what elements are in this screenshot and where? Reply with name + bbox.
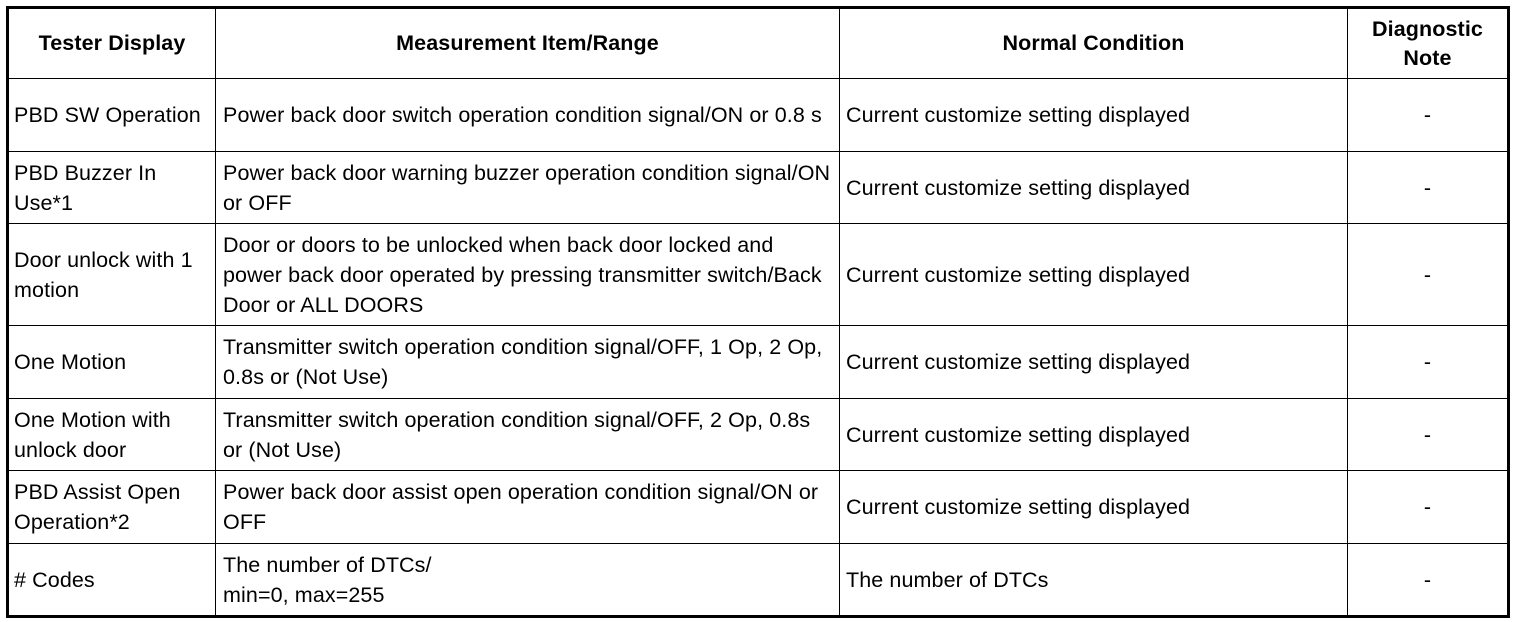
normal-condition-cell: Current customize setting displayed <box>840 326 1348 399</box>
measurement-item-range-cell: Door or doors to be unlocked when back door locked and power back door operated by pressing transmitter switch/Back Door or ALL DOORS <box>216 224 840 326</box>
diagnostic-note-cell: - <box>1348 399 1509 471</box>
data-list-table <box>6 6 1510 618</box>
diagnostic-note-cell: - <box>1348 326 1509 399</box>
measurement-item-range-cell <box>216 544 840 617</box>
tester-display-cell: Door unlock with 1 motion <box>8 224 216 326</box>
tester-display-cell: PBD SW Operation <box>8 79 216 152</box>
tester-display-cell: # Codes <box>8 544 216 617</box>
header-normal-condition: Normal Condition <box>840 8 1348 79</box>
tester-display-cell: PBD Assist Open Operation*2 <box>8 471 216 544</box>
measurement-item-range-line-1: The number of DTCs/ <box>223 552 432 577</box>
diagnostic-note-cell: - <box>1348 544 1509 617</box>
header-diagnostic-note: Diagnostic Note <box>1348 8 1509 79</box>
normal-condition-cell: The number of DTCs <box>840 544 1348 617</box>
table-header-row <box>8 8 1509 79</box>
diagnostic-note-cell: - <box>1348 79 1509 152</box>
table-row <box>8 326 1509 399</box>
header-measurement-item-range: Measurement Item/Range <box>216 8 840 79</box>
tester-display-cell: PBD Buzzer In Use*1 <box>8 152 216 224</box>
table-row <box>8 471 1509 544</box>
table-row <box>8 79 1509 152</box>
diagnostic-note-cell: - <box>1348 471 1509 544</box>
diagnostic-note-cell: - <box>1348 224 1509 326</box>
normal-condition-cell: Current customize setting displayed <box>840 79 1348 152</box>
measurement-item-range-cell: Transmitter switch operation condition signal/OFF, 1 Op, 2 Op, 0.8s or (Not Use) <box>216 326 840 399</box>
normal-condition-cell: Current customize setting displayed <box>840 224 1348 326</box>
data-list-table-container <box>6 6 1507 615</box>
table-row <box>8 224 1509 326</box>
table-row <box>8 152 1509 224</box>
header-tester-display: Tester Display <box>8 8 216 79</box>
tester-display-cell: One Motion <box>8 326 216 399</box>
tester-display-cell: One Motion with unlock door <box>8 399 216 471</box>
measurement-item-range-cell: Power back door assist open operation condition signal/ON or OFF <box>216 471 840 544</box>
table-row <box>8 544 1509 617</box>
table-row <box>8 399 1509 471</box>
normal-condition-cell: Current customize setting displayed <box>840 471 1348 544</box>
measurement-item-range-cell: Power back door switch operation condition signal/ON or 0.8 s <box>216 79 840 152</box>
measurement-item-range-cell: Power back door warning buzzer operation condition signal/ON or OFF <box>216 152 840 224</box>
measurement-item-range-line-2: min=0, max=255 <box>223 582 385 607</box>
normal-condition-cell: Current customize setting displayed <box>840 399 1348 471</box>
diagnostic-note-cell: - <box>1348 152 1509 224</box>
measurement-item-range-cell: Transmitter switch operation condition signal/OFF, 2 Op, 0.8s or (Not Use) <box>216 399 840 471</box>
normal-condition-cell: Current customize setting displayed <box>840 152 1348 224</box>
